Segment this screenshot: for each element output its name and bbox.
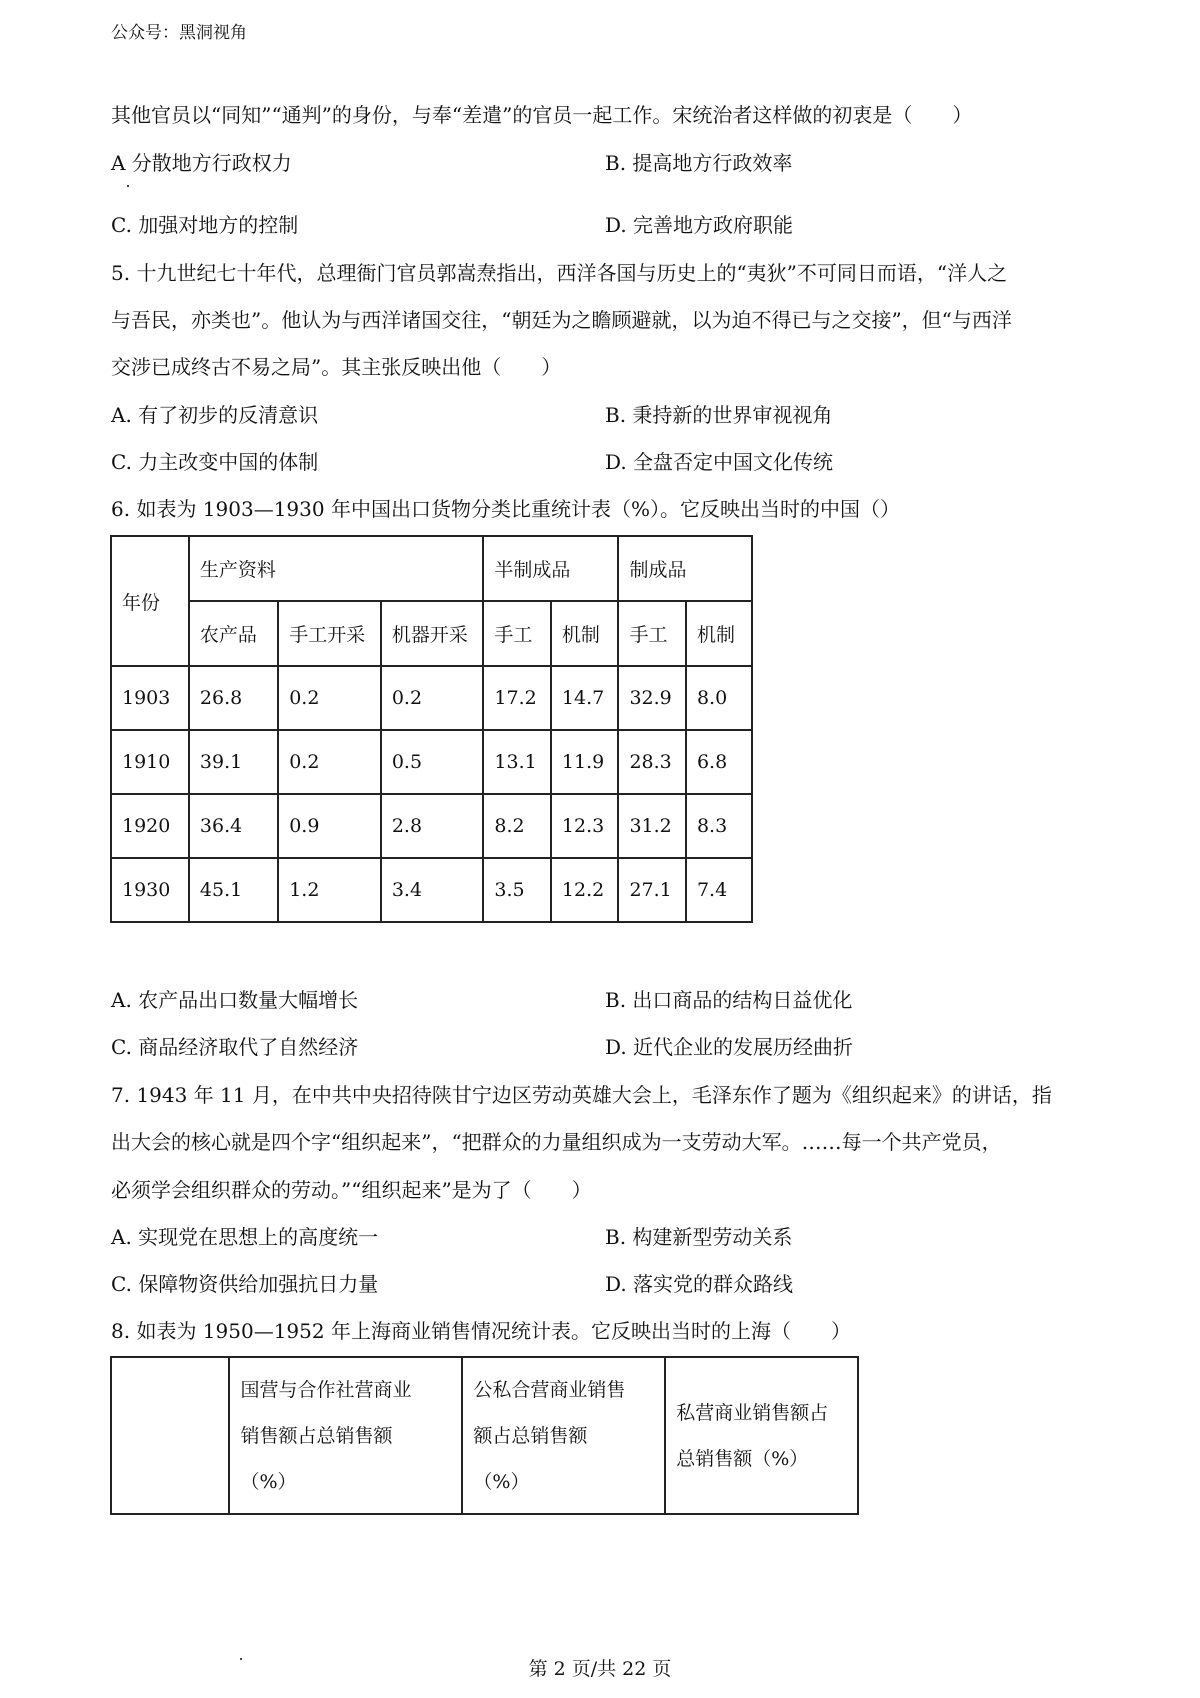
- value-cell: 39.1: [189, 730, 278, 794]
- value-cell: 12.3: [551, 794, 619, 858]
- q6-option-c: C. 商品经济取代了自然经济: [111, 1035, 359, 1059]
- q5-line-2: 与吾民，亦类也”。他认为与西洋诸国交往，“朝廷为之瞻顾避就，以为迫不得已与之交接”，但“与西洋: [111, 308, 1012, 332]
- q6-option-b: B. 出口商品的结构日益优化: [605, 988, 853, 1012]
- q4-option-c: C. 加强对地方的控制: [111, 213, 299, 237]
- value-cell: 6.8: [686, 730, 752, 794]
- q4-option-d: D. 完善地方政府职能: [605, 213, 794, 237]
- joint-venture-header-line-2: 额占总销售额: [473, 1424, 588, 1447]
- q4-option-a: A 分散地方行政权力: [111, 151, 292, 175]
- q7-option-a: A. 实现党在思想上的高度统一: [111, 1225, 379, 1249]
- value-cell: 32.9: [618, 666, 686, 730]
- year-cell: 1903: [111, 666, 189, 730]
- q5-line-3: 交涉已成终古不易之局”。其主张反映出他（ ）: [111, 355, 562, 379]
- value-cell: 0.5: [381, 730, 484, 794]
- private-header-line-1: 私营商业销售额占: [676, 1401, 829, 1424]
- value-cell: 2.8: [381, 794, 484, 858]
- joint-venture-header-line-1: 公私合营商业销售: [473, 1378, 626, 1401]
- q4-option-b: B. 提高地方行政效率: [605, 151, 793, 175]
- q7-option-b: B. 构建新型劳动关系: [605, 1225, 793, 1249]
- q8-stem: 8. 如表为 1950—1952 年上海商业销售情况统计表。它反映出当时的上海（ ）: [111, 1319, 851, 1343]
- table-row: [111, 858, 752, 922]
- blank-header-cell: [111, 1357, 229, 1514]
- state-coop-header-line-1: 国营与合作社营商业: [240, 1378, 412, 1401]
- table-header-row: [111, 1357, 858, 1514]
- value-cell: 1.2: [278, 858, 381, 922]
- q5-line-1: 5. 十九世纪七十年代，总理衙门官员郭嵩焘指出，西洋各国与历史上的“夷狄”不可同日而语，“洋人之: [111, 261, 1008, 285]
- shanghai-sales-table: [110, 1356, 859, 1515]
- value-cell: 0.2: [381, 666, 484, 730]
- value-cell: 8.2: [483, 794, 551, 858]
- value-cell: 28.3: [618, 730, 686, 794]
- group-header-means-of-production: 生产资料: [189, 536, 484, 601]
- watermark-header: 公众号：黑洞视角: [111, 23, 247, 43]
- q7-line-1: 7. 1943 年 11 月，在中共中央招待陕甘宁边区劳动英雄大会上，毛泽东作了题为《组织起来》的讲话，指: [111, 1083, 1052, 1107]
- q6-option-a: A. 农产品出口数量大幅增长: [111, 988, 359, 1012]
- value-cell: 8.3: [686, 794, 752, 858]
- value-cell: 0.2: [278, 666, 381, 730]
- table-row: [111, 794, 752, 858]
- value-cell: 13.1: [483, 730, 551, 794]
- q5-option-c: C. 力主改变中国的体制: [111, 450, 319, 474]
- group-header-finished: 制成品: [618, 536, 752, 601]
- value-cell: 14.7: [551, 666, 619, 730]
- q7-line-2: 出大会的核心就是四个字“组织起来”，“把群众的力量组织成为一支劳动大军。……每一个共产党员，: [111, 1130, 1002, 1154]
- value-cell: 3.4: [381, 858, 484, 922]
- subheader-machine-mining: 机器开采: [381, 601, 484, 666]
- table-header-row: [111, 536, 752, 601]
- value-cell: 11.9: [551, 730, 619, 794]
- year-cell: 1910: [111, 730, 189, 794]
- value-cell: 7.4: [686, 858, 752, 922]
- value-cell: 26.8: [189, 666, 278, 730]
- table-subheader-row: [111, 601, 752, 666]
- year-cell: 1930: [111, 858, 189, 922]
- table-row: [111, 666, 752, 730]
- stray-dot: [127, 185, 129, 187]
- subheader-semi-machine: 机制: [551, 601, 619, 666]
- subheader-finished-manual: 手工: [618, 601, 686, 666]
- q6-stem: 6. 如表为 1903—1930 年中国出口货物分类比重统计表（%）。它反映出当时的中国（）: [111, 497, 900, 521]
- state-coop-header: [229, 1357, 462, 1514]
- export-structure-table: [110, 535, 753, 923]
- value-cell: 3.5: [483, 858, 551, 922]
- group-header-semi-finished: 半制成品: [483, 536, 618, 601]
- value-cell: 0.9: [278, 794, 381, 858]
- subheader-agricultural: 农产品: [189, 601, 278, 666]
- joint-venture-header: [462, 1357, 665, 1514]
- value-cell: 12.2: [551, 858, 619, 922]
- page-footer: 第 2 页/共 22 页: [528, 1658, 672, 1680]
- table-row: [111, 730, 752, 794]
- value-cell: 31.2: [618, 794, 686, 858]
- value-cell: 17.2: [483, 666, 551, 730]
- value-cell: 36.4: [189, 794, 278, 858]
- q6-option-d: D. 近代企业的发展历经曲折: [605, 1035, 854, 1059]
- q7-option-d: D. 落实党的群众路线: [605, 1272, 794, 1296]
- value-cell: 45.1: [189, 858, 278, 922]
- value-cell: 8.0: [686, 666, 752, 730]
- state-coop-header-line-3: （%）: [240, 1470, 297, 1493]
- joint-venture-header-line-3: （%）: [473, 1470, 530, 1493]
- q7-line-3: 必须学会组织群众的劳动。”“组织起来”是为了（ ）: [111, 1178, 592, 1202]
- q5-option-d: D. 全盘否定中国文化传统: [605, 450, 834, 474]
- table-body: [111, 666, 752, 922]
- state-coop-header-line-2: 销售额占总销售额: [240, 1424, 393, 1447]
- q5-option-b: B. 秉持新的世界审视视角: [605, 403, 833, 427]
- value-cell: 0.2: [278, 730, 381, 794]
- subheader-semi-manual: 手工: [483, 601, 551, 666]
- q7-option-c: C. 保障物资供给加强抗日力量: [111, 1272, 379, 1296]
- subheader-manual-mining: 手工开采: [278, 601, 381, 666]
- q4-stem-tail: 其他官员以“同知”“通判”的身份，与奉“差遣”的官员一起工作。宋统治者这样做的初衷是（ ）: [111, 103, 973, 127]
- private-header-line-2: 总销售额（%）: [676, 1447, 809, 1470]
- subheader-finished-machine: 机制: [686, 601, 752, 666]
- private-header: [665, 1357, 858, 1514]
- q5-option-a: A. 有了初步的反清意识: [111, 403, 319, 427]
- year-header: 年份: [111, 536, 189, 666]
- value-cell: 27.1: [618, 858, 686, 922]
- year-cell: 1920: [111, 794, 189, 858]
